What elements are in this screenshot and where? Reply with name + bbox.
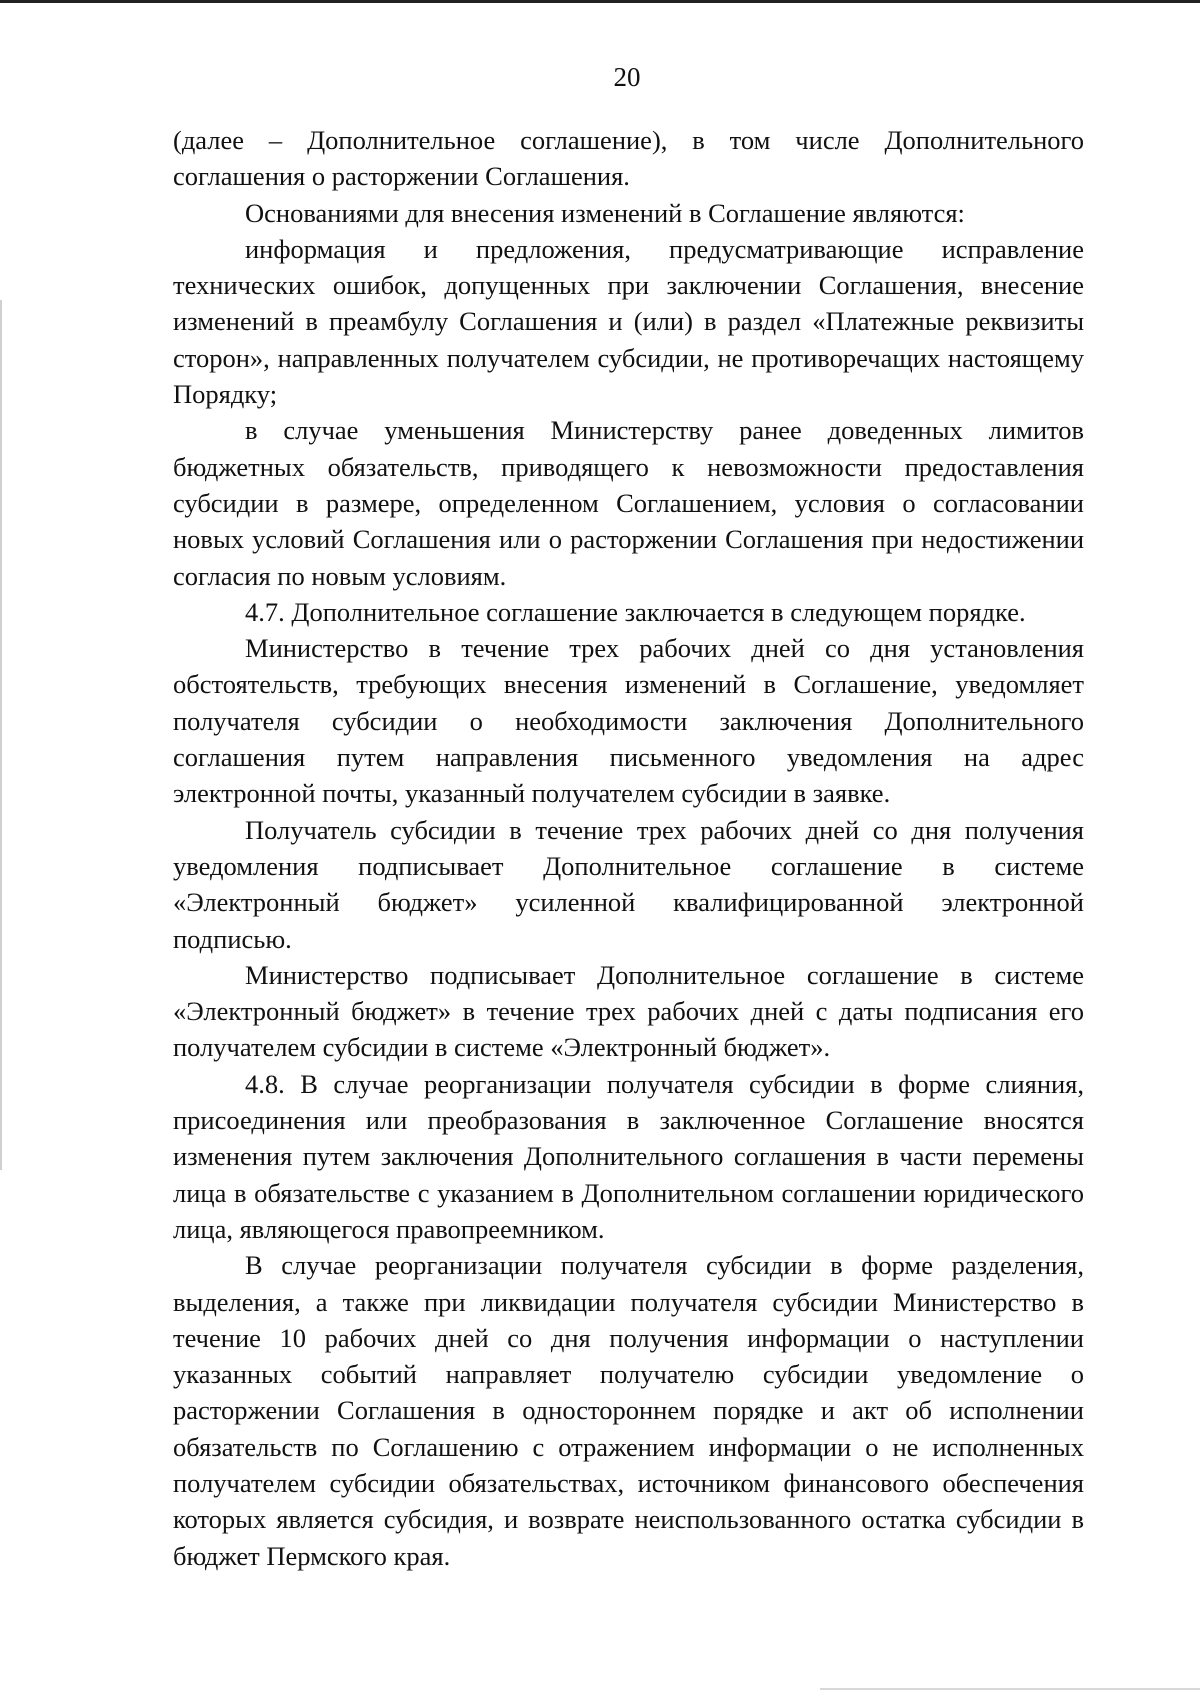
paragraph-2: Основаниями для внесения изменений в Соглашение являются: [245,197,965,228]
scan-top-border [0,0,1200,3]
paragraph-3: информация и предложения, предусматривающие исправление технических ошибок, допущенных при заключении Соглашения, внесение изменений в преамбулу Соглашения и (или) в раздел «Платежные реквизиты сторон», направленных получателем субсидии, не противоречащих настоящему Порядку; [173,233,1084,410]
paragraph-7: Получатель субсидии в течение трех рабочих дней со дня получения уведомления подписывает Дополнительное соглашение в системе «Электронный бюджет» усиленной квалифицированной электронной подписью. [173,814,1084,954]
paragraph-5: 4.7. Дополнительное соглашение заключается в следующем порядке. [245,596,1026,627]
paragraph-10: В случае реорганизации получателя субсидии в форме разделения, выделения, а также при ликвидации получателя субсидии Министерство в течение 10 рабочих дней со дня получения информации о наступлении указанных событий направляет получателю субсидии уведомление о расторжении Соглашения в одностороннем порядке и акт об исполнении обязательств по Соглашению с отражением информации о не исполненных получателем субсидии обязательствах, источником финансового обеспечения которых является субсидия, и возврате неиспользованного остатка субсидии в бюджет Пермского края. [173,1250,1084,1571]
paragraph-4: в случае уменьшения Министерству ранее доведенных лимитов бюджетных обязательств, приводящего к невозможности предоставления субсидии в размере, определенном Соглашением, условия о согласовании новых условий Соглашения или о расторжении Соглашения при недостижении согласия по новым условиям. [173,415,1084,591]
document-body [173,122,1084,1574]
paragraph-8: Министерство подписывает Дополнительное соглашение в системе «Электронный бюджет» в течение трех рабочих дней с даты подписания его получателем субсидии в системе «Электронный бюджет». [173,959,1084,1063]
scan-left-edge-mark [0,300,2,1170]
page-number: 20 [613,62,641,92]
paragraph-1: (далее – Дополнительное соглашение), в том числе Дополнительного соглашения о расторжении Соглашения. [173,125,1084,192]
paragraph-6: Министерство в течение трех рабочих дней со дня установления обстоятельств, требующих внесения изменений в Соглашение, уведомляет получателя субсидии о необходимости заключения Дополнительного соглашения путем направления письменного уведомления на адрес электронной почты, указанный получателем субсидии в заявке. [173,633,1084,809]
paragraph-9: 4.8. В случае реорганизации получателя субсидии в форме слияния, присоединения или преобразования в заключенное Соглашение вносятся изменения путем заключения Дополнительного соглашения в части перемены лица в обязательстве с указанием в Дополнительном соглашении юридического лица, являющегося правопреемником. [173,1068,1084,1244]
